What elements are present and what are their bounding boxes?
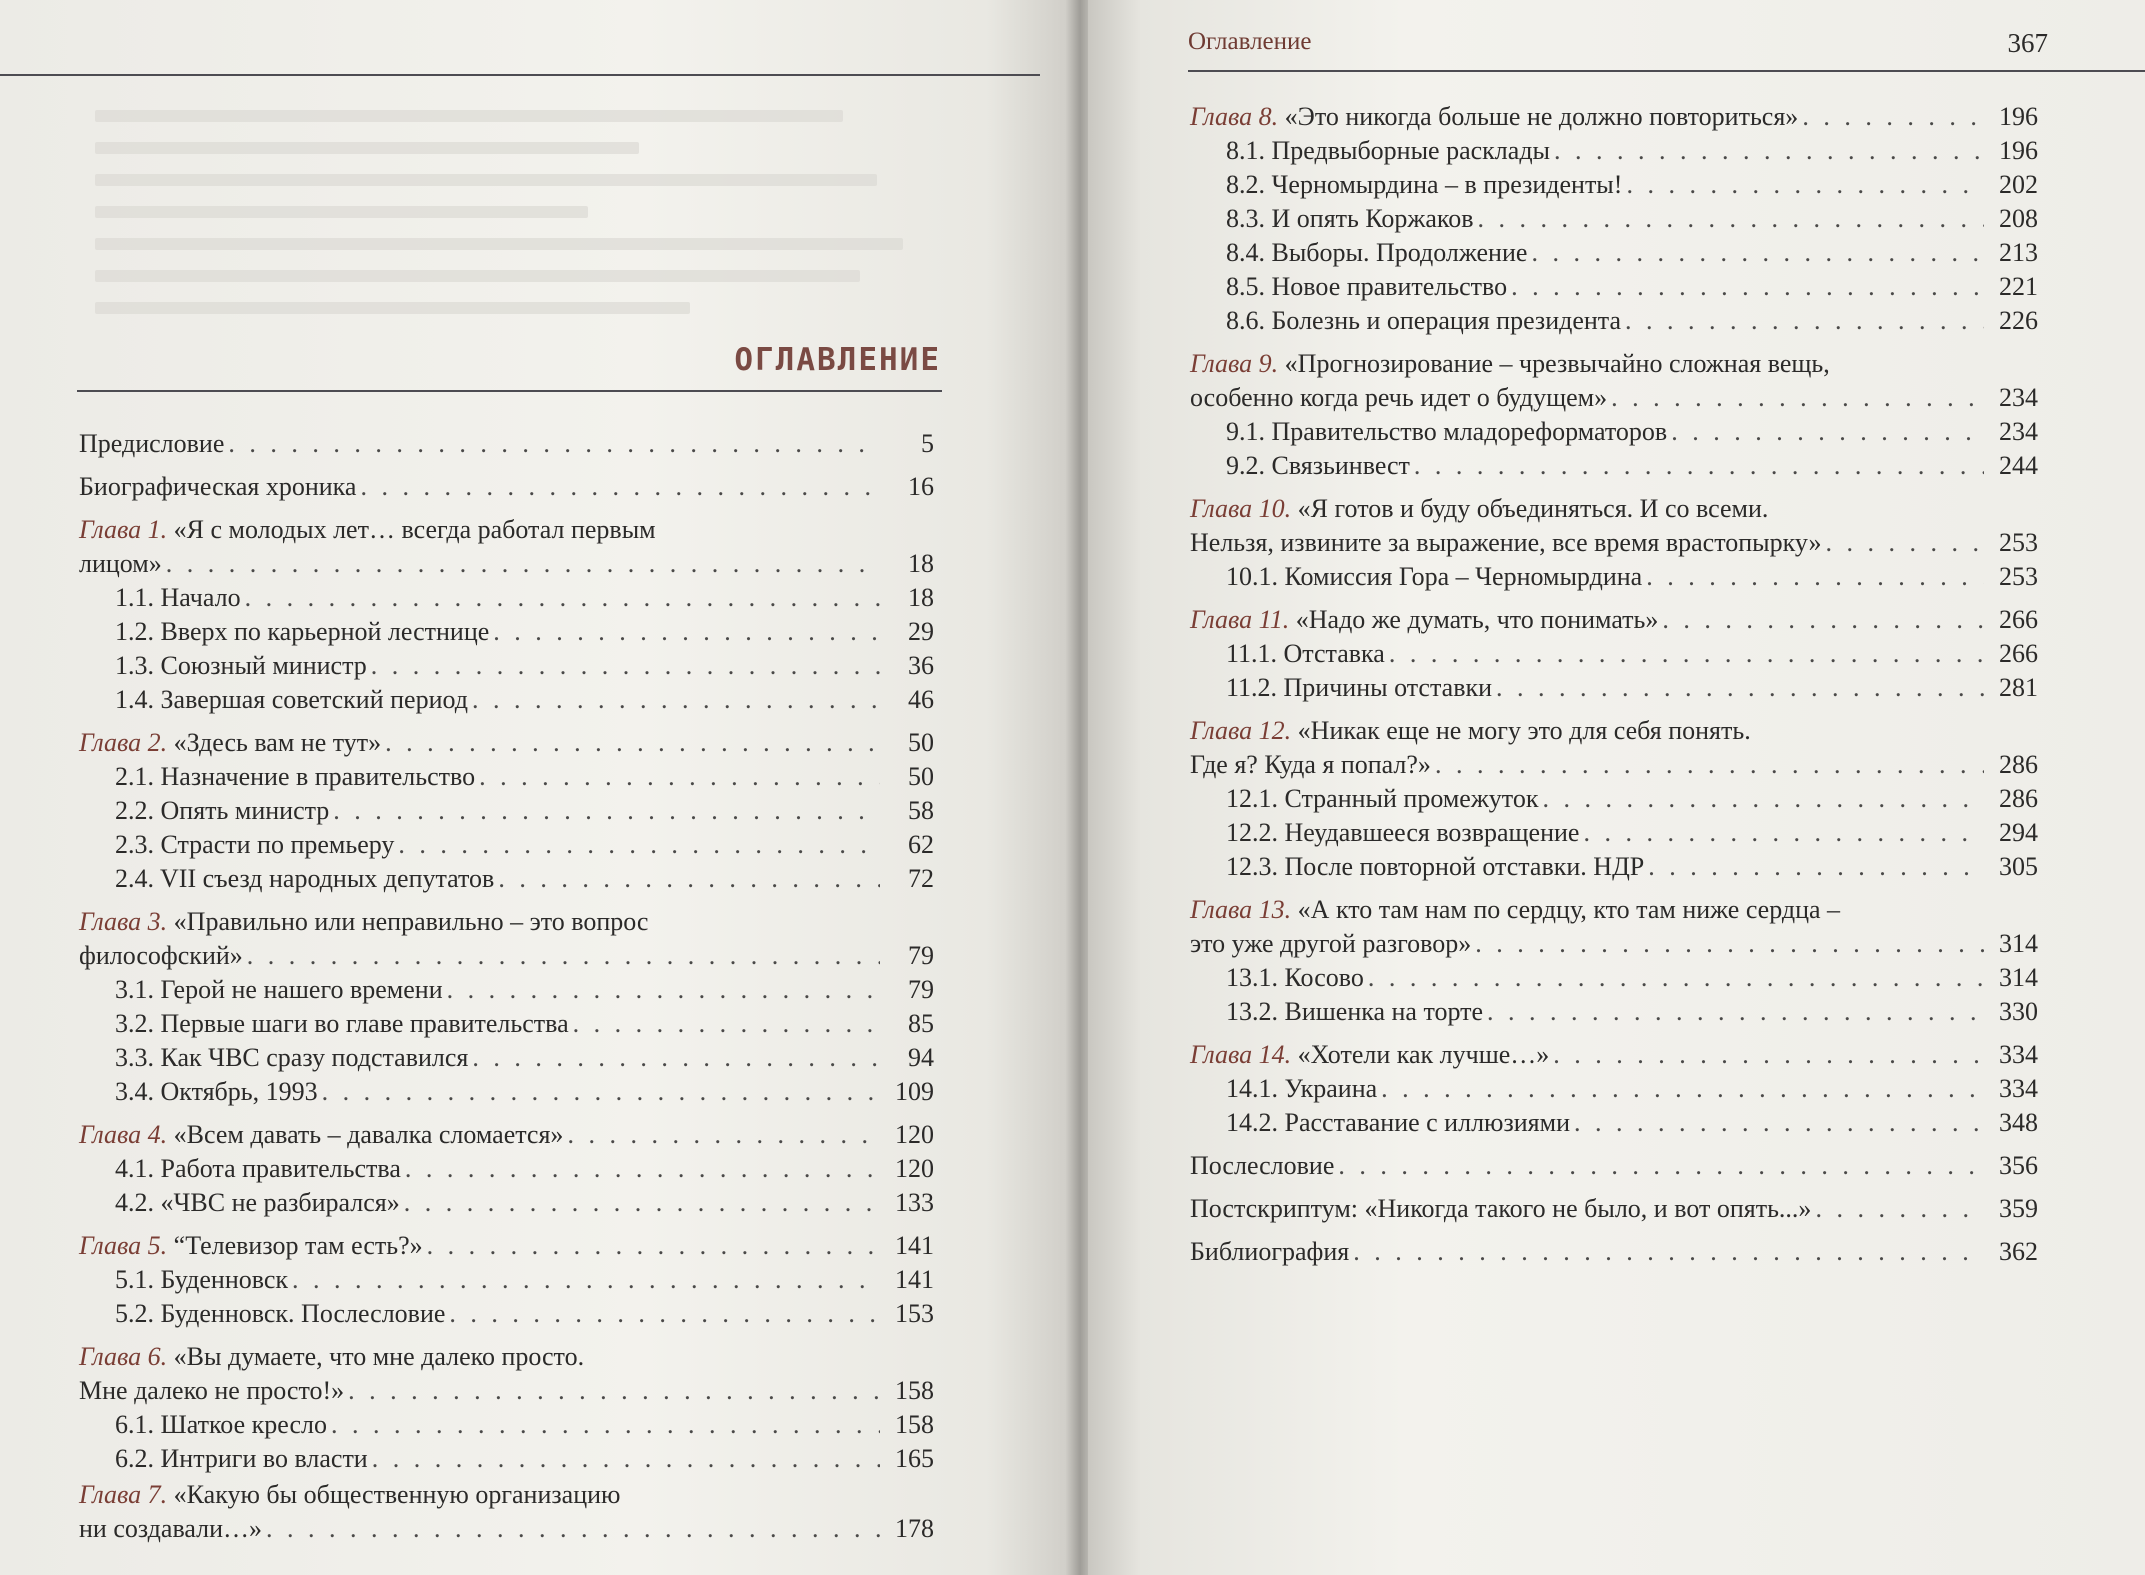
toc-entry: Постскриптум: «Никогда такого не было, и вот опять...» . . . 359 bbox=[1190, 1192, 2038, 1226]
toc-section: 1.3. Союзный министр . . . 36 bbox=[79, 649, 934, 683]
chapter-heading-cont: лицом» . . . 18 bbox=[79, 547, 934, 581]
chapter-heading: Глава 1. «Я с молодых лет… всегда работал первым bbox=[79, 515, 656, 544]
chapter-heading-cont: Нельзя, извините за выражение, все время врастопырку» . . . 253 bbox=[1190, 526, 2038, 560]
toc-section: 12.1. Странный промежуток . . . 286 bbox=[1190, 782, 2038, 816]
toc-title: ОГЛАВЛЕНИЕ bbox=[734, 342, 941, 378]
toc-section: 13.1. Косово . . . 314 bbox=[1190, 961, 2038, 995]
dot-leader bbox=[1579, 816, 1984, 850]
toc-section: 4.2. «ЧВС не разбирался» . . . 133 bbox=[79, 1186, 934, 1220]
dot-leader bbox=[445, 1297, 880, 1331]
toc-section: 6.2. Интриги во власти . . . 165 bbox=[79, 1442, 934, 1476]
page-ref: 50 bbox=[908, 762, 934, 791]
dot-leader bbox=[394, 828, 880, 862]
toc-section: 3.3. Как ЧВС сразу подставился . . . 94 bbox=[79, 1041, 934, 1075]
page-ref: 213 bbox=[1999, 238, 2038, 267]
ghost-line bbox=[95, 110, 843, 122]
dot-leader bbox=[468, 1041, 880, 1075]
page-ref: 286 bbox=[1999, 784, 2038, 813]
page-ref: 253 bbox=[1999, 562, 2038, 591]
toc-section: 9.2. Связьинвест . . . 244 bbox=[1190, 449, 2038, 483]
chapter-heading: Глава 7. «Какую бы общественную организацию bbox=[79, 1480, 621, 1509]
toc-section: 1.2. Вверх по карьерной лестнице . . . 29 bbox=[79, 615, 934, 649]
toc-section: 8.3. И опять Коржаков . . . 208 bbox=[1190, 202, 2038, 236]
dot-leader bbox=[1570, 1106, 1984, 1140]
chapter-heading: Глава 10. «Я готов и буду объединяться. И со всеми. bbox=[1190, 494, 1769, 523]
dot-leader bbox=[494, 862, 880, 896]
dot-leader bbox=[356, 470, 880, 504]
chapter-heading: Глава 8. «Это никогда больше не должно повториться» . . . 196 bbox=[1190, 100, 2038, 134]
toc-entry: Биографическая хроника . . . 16 bbox=[79, 470, 934, 504]
page-ref: 109 bbox=[895, 1077, 934, 1106]
dot-leader bbox=[288, 1263, 880, 1297]
chapter-label: Глава 11. bbox=[1190, 605, 1290, 634]
dot-leader bbox=[1621, 304, 1984, 338]
dot-leader bbox=[443, 973, 880, 1007]
ghost-line bbox=[95, 206, 588, 218]
page-ref: 158 bbox=[895, 1410, 934, 1439]
page-ref: 120 bbox=[895, 1120, 934, 1149]
page-ref: 253 bbox=[1999, 528, 2038, 557]
chapter-heading: Глава 9. «Прогнозирование – чрезвычайно сложная вещь, bbox=[1190, 349, 1830, 378]
chapter-heading: Глава 12. «Никак еще не могу это для себя понять. bbox=[1190, 716, 1751, 745]
page-ref: 141 bbox=[895, 1265, 934, 1294]
page-ref: 314 bbox=[1999, 929, 2038, 958]
toc-section: 5.2. Буденновск. Послесловие . . . 153 bbox=[79, 1297, 934, 1331]
toc-section: 13.2. Вишенка на торте . . . 330 bbox=[1190, 995, 2038, 1029]
top-rule bbox=[0, 74, 1040, 76]
ghost-line bbox=[95, 142, 639, 154]
toc-entry: Послесловие . . . 356 bbox=[1190, 1149, 2038, 1183]
toc-section: 4.1. Работа правительства . . . 120 bbox=[79, 1152, 934, 1186]
chapter-heading: Глава 13. «А кто там нам по сердцу, кто там ниже сердца – bbox=[1190, 895, 1841, 924]
dot-leader bbox=[400, 1186, 880, 1220]
dot-leader bbox=[423, 1229, 880, 1263]
dot-leader bbox=[224, 427, 880, 461]
dot-leader bbox=[1483, 995, 1984, 1029]
page-ref: 362 bbox=[1999, 1237, 2038, 1266]
page-ref: 314 bbox=[1999, 963, 2038, 992]
dot-leader bbox=[1550, 134, 1984, 168]
chapter-heading: Глава 11. «Надо же думать, что понимать» . . . 266 bbox=[1190, 603, 2038, 637]
page-ref: 165 bbox=[895, 1444, 934, 1473]
chapter-label: Глава 14. bbox=[1190, 1040, 1292, 1069]
toc-section: 8.2. Черномырдина – в президенты! . . . 202 bbox=[1190, 168, 2038, 202]
dot-leader bbox=[327, 1408, 880, 1442]
toc-section: 2.1. Назначение в правительство . . . 50 bbox=[79, 760, 934, 794]
chapter-heading-cont: философский» . . . 79 bbox=[79, 939, 934, 973]
dot-leader bbox=[318, 1075, 880, 1109]
toc-section: 5.1. Буденновск . . . 141 bbox=[79, 1263, 934, 1297]
chapter-heading-cont: ни создавали…» . . . 178 bbox=[79, 1512, 934, 1546]
dot-leader bbox=[1622, 168, 1984, 202]
page-ref: 196 bbox=[1999, 102, 2038, 131]
dot-leader bbox=[569, 1007, 880, 1041]
page-ref: 50 bbox=[908, 728, 934, 757]
toc-section: 9.1. Правительство младореформаторов . . . 234 bbox=[1190, 415, 2038, 449]
chapter-label: Глава 13. bbox=[1190, 895, 1292, 924]
chapter-label: Глава 12. bbox=[1190, 716, 1292, 745]
ghost-line bbox=[95, 238, 903, 250]
chapter-heading: Глава 5. “Телевизор там есть?» . . . 141 bbox=[79, 1229, 934, 1263]
toc-section: 10.1. Комиссия Гора – Черномырдина . . . 253 bbox=[1190, 560, 2038, 594]
chapter-label: Глава 1. bbox=[79, 515, 168, 544]
page-ref: 18 bbox=[908, 583, 934, 612]
dot-leader bbox=[1377, 1072, 1984, 1106]
toc-section: 8.1. Предвыборные расклады . . . 196 bbox=[1190, 134, 2038, 168]
dot-leader bbox=[162, 547, 880, 581]
toc-section: 3.1. Герой не нашего времени . . . 79 bbox=[79, 973, 934, 1007]
toc-section: 11.2. Причины отставки . . . 281 bbox=[1190, 671, 2038, 705]
toc-section: 2.3. Страсти по премьеру . . . 62 bbox=[79, 828, 934, 862]
page-ref: 234 bbox=[1999, 417, 2038, 446]
toc-section: 2.2. Опять министр . . . 58 bbox=[79, 794, 934, 828]
chapter-label: Глава 6. bbox=[79, 1342, 168, 1371]
page-ref: 334 bbox=[1999, 1074, 2038, 1103]
chapter-label: Глава 8. bbox=[1190, 102, 1279, 131]
page-ref: 266 bbox=[1999, 639, 2038, 668]
page-ref: 359 bbox=[1999, 1194, 2038, 1223]
dot-leader bbox=[1507, 270, 1984, 304]
chapter-label: Глава 10. bbox=[1190, 494, 1292, 523]
running-head: Оглавление bbox=[1188, 28, 1312, 55]
page-ref: 334 bbox=[1999, 1040, 2038, 1069]
page-ref: 294 bbox=[1999, 818, 2038, 847]
toc-section: 14.1. Украина . . . 334 bbox=[1190, 1072, 2038, 1106]
bleed-through-header bbox=[60, 22, 1060, 62]
toc-entry: Библиография . . . 362 bbox=[1190, 1235, 2038, 1269]
dot-leader bbox=[241, 581, 880, 615]
chapter-heading: Глава 2. «Здесь вам не тут» . . . 50 bbox=[79, 726, 934, 760]
dot-leader bbox=[1385, 637, 1984, 671]
ghost-line bbox=[95, 270, 860, 282]
page-ref: 16 bbox=[908, 472, 934, 501]
page-ref: 208 bbox=[1999, 204, 2038, 233]
dot-leader bbox=[1538, 782, 1984, 816]
toc-section: 1.4. Завершая советский период . . . 46 bbox=[79, 683, 934, 717]
dot-leader bbox=[1642, 560, 1984, 594]
dot-leader bbox=[1644, 850, 1984, 884]
dot-leader bbox=[243, 939, 880, 973]
toc-section: 12.2. Неудавшееся возвращение . . . 294 bbox=[1190, 816, 2038, 850]
page-ref: 286 bbox=[1999, 750, 2038, 779]
chapter-label: Глава 4. bbox=[79, 1120, 168, 1149]
chapter-heading-cont: особенно когда речь идет о будущем» . . . 234 bbox=[1190, 381, 2038, 415]
page-ref: 85 bbox=[908, 1009, 934, 1038]
page-ref: 226 bbox=[1999, 306, 2038, 335]
toc-entry: Предисловие . . . 5 bbox=[79, 427, 934, 461]
dot-leader bbox=[367, 649, 880, 683]
ghost-line bbox=[95, 302, 690, 314]
page-ref: 178 bbox=[895, 1514, 934, 1543]
toc-list-right bbox=[1190, 100, 2038, 1269]
chapter-label: Глава 3. bbox=[79, 907, 168, 936]
toc-section: 14.2. Расставание с иллюзиями . . . 348 bbox=[1190, 1106, 2038, 1140]
page-ref: 244 bbox=[1999, 451, 2038, 480]
dot-leader bbox=[1492, 671, 1984, 705]
page-ref: 133 bbox=[895, 1188, 934, 1217]
top-rule bbox=[1188, 70, 2145, 72]
dot-leader bbox=[468, 683, 880, 717]
chapter-heading: Глава 3. «Правильно или неправильно – это вопрос bbox=[79, 907, 649, 936]
dot-leader bbox=[262, 1512, 880, 1546]
page-ref: 120 bbox=[895, 1154, 934, 1183]
dot-leader bbox=[344, 1374, 880, 1408]
page-ref: 281 bbox=[1999, 673, 2038, 702]
dot-leader bbox=[1667, 415, 1984, 449]
chapter-label: Глава 7. bbox=[79, 1480, 168, 1509]
page-ref: 29 bbox=[908, 617, 934, 646]
page-ref: 79 bbox=[908, 941, 934, 970]
dot-leader bbox=[1349, 1235, 1984, 1269]
dot-leader bbox=[1431, 748, 1984, 782]
dot-leader bbox=[1607, 381, 1984, 415]
dot-leader bbox=[1334, 1149, 1984, 1183]
dot-leader bbox=[1798, 100, 1984, 134]
chapter-heading-cont: Мне далеко не просто!» . . . 158 bbox=[79, 1374, 934, 1408]
toc-section: 1.1. Начало . . . 18 bbox=[79, 581, 934, 615]
toc-section: 11.1. Отставка . . . 266 bbox=[1190, 637, 2038, 671]
chapter-heading: Глава 6. «Вы думаете, что мне далеко просто. bbox=[79, 1342, 585, 1371]
dot-leader bbox=[401, 1152, 880, 1186]
dot-leader bbox=[1527, 236, 1984, 270]
toc-section: 8.5. Новое правительство . . . 221 bbox=[1190, 270, 2038, 304]
dot-leader bbox=[368, 1442, 880, 1476]
page-ref: 266 bbox=[1999, 605, 2038, 634]
page-ref: 330 bbox=[1999, 997, 2038, 1026]
page-ref: 221 bbox=[1999, 272, 2038, 301]
page-ref: 58 bbox=[908, 796, 934, 825]
page-ref: 94 bbox=[908, 1043, 934, 1072]
toc-section: 12.3. После повторной отставки. НДР . . . 305 bbox=[1190, 850, 2038, 884]
dot-leader bbox=[1474, 202, 1984, 236]
dot-leader bbox=[381, 726, 880, 760]
page-ref: 234 bbox=[1999, 383, 2038, 412]
bleed-through-text bbox=[95, 110, 945, 334]
chapter-label: Глава 2. bbox=[79, 728, 168, 757]
page-ref: 141 bbox=[895, 1231, 934, 1260]
page-ref: 153 bbox=[895, 1299, 934, 1328]
dot-leader bbox=[329, 794, 880, 828]
chapter-heading-cont: Где я? Куда я попал?» . . . 286 bbox=[1190, 748, 2038, 782]
dot-leader bbox=[489, 615, 880, 649]
page-number: 367 bbox=[2007, 28, 2048, 58]
toc-section: 6.1. Шаткое кресло . . . 158 bbox=[79, 1408, 934, 1442]
chapter-heading: Глава 14. «Хотели как лучше…» . . . 334 bbox=[1190, 1038, 2038, 1072]
page-ref: 79 bbox=[908, 975, 934, 1004]
chapter-heading: Глава 4. «Всем давать – давалка сломается» . . . 120 bbox=[79, 1118, 934, 1152]
dot-leader bbox=[1658, 603, 1984, 637]
dot-leader bbox=[563, 1118, 880, 1152]
dot-leader bbox=[1822, 526, 1984, 560]
chapter-label: Глава 5. bbox=[79, 1231, 168, 1260]
page-ref: 5 bbox=[921, 429, 934, 458]
title-rule bbox=[77, 390, 942, 392]
page-ref: 36 bbox=[908, 651, 934, 680]
toc-list-left bbox=[79, 418, 934, 1546]
dot-leader bbox=[1471, 927, 1984, 961]
dot-leader bbox=[475, 760, 880, 794]
ghost-line bbox=[95, 174, 877, 186]
page-ref: 18 bbox=[908, 549, 934, 578]
page-ref: 158 bbox=[895, 1376, 934, 1405]
toc-section: 8.6. Болезнь и операция президента . . . 226 bbox=[1190, 304, 2038, 338]
chapter-heading-cont: это уже другой разговор» . . . 314 bbox=[1190, 927, 2038, 961]
page-ref: 46 bbox=[908, 685, 934, 714]
toc-section: 3.2. Первые шаги во главе правительства . . . 85 bbox=[79, 1007, 934, 1041]
dot-leader bbox=[1549, 1038, 1984, 1072]
page-ref: 202 bbox=[1999, 170, 2038, 199]
page-ref: 72 bbox=[908, 864, 934, 893]
page-ref: 305 bbox=[1999, 852, 2038, 881]
dot-leader bbox=[1811, 1192, 1984, 1226]
toc-section: 3.4. Октябрь, 1993 . . . 109 bbox=[79, 1075, 934, 1109]
page-ref: 62 bbox=[908, 830, 934, 859]
dot-leader bbox=[1364, 961, 1984, 995]
page-ref: 348 bbox=[1999, 1108, 2038, 1137]
toc-section: 8.4. Выборы. Продолжение . . . 213 bbox=[1190, 236, 2038, 270]
toc-section: 2.4. VII съезд народных депутатов . . . 72 bbox=[79, 862, 934, 896]
page-ref: 196 bbox=[1999, 136, 2038, 165]
chapter-label: Глава 9. bbox=[1190, 349, 1279, 378]
dot-leader bbox=[1410, 449, 1984, 483]
page-ref: 356 bbox=[1999, 1151, 2038, 1180]
